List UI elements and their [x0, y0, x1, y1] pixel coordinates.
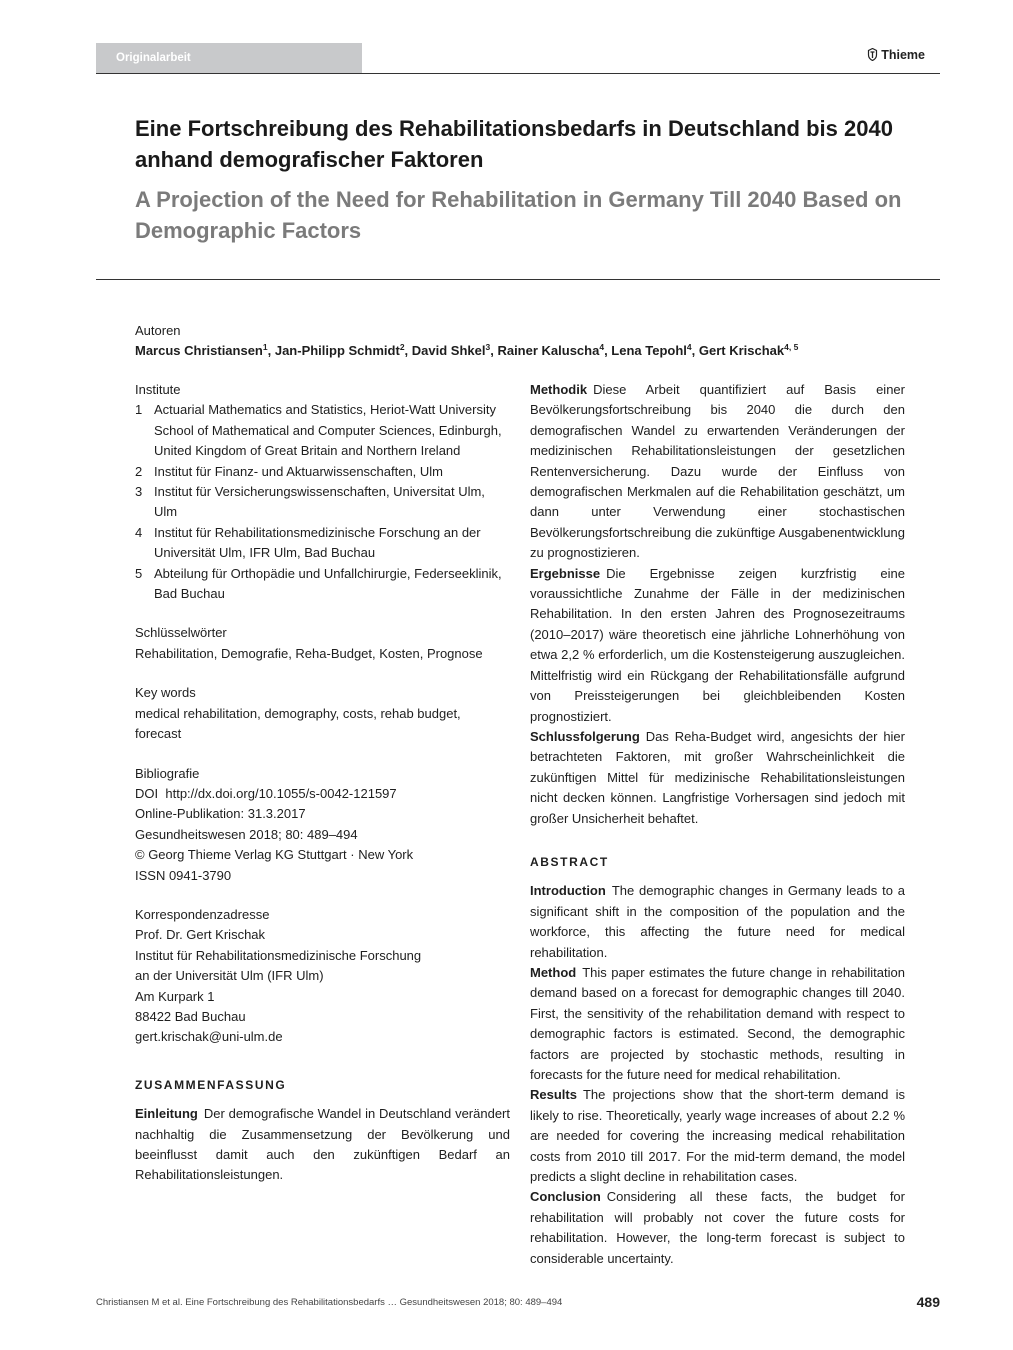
keywords-en-label: Key words [135, 685, 196, 701]
correspondence-label: Korrespondenzadresse [135, 906, 270, 922]
doi-link[interactable]: http://dx.doi.org/10.1055/s-0042-121597 [165, 785, 397, 801]
zusammenfassung-heading: ZUSAMMENFASSUNG [135, 1077, 287, 1092]
paragraph-label: Ergebnisse [530, 565, 601, 581]
bibliography-line: Gesundheitswesen 2018; 80: 489–494 [135, 826, 358, 842]
paragraph-text: The demographic changes in Germany leads to a significant shift in the composition of the population and the workforce, this affecting the future need for medical rehabilitation. [530, 883, 905, 960]
author-affiliation: 1 [262, 342, 268, 352]
section-tab: Originalarbeit [96, 43, 362, 74]
zusammenfassung-section [135, 1075, 510, 1186]
correspondence-line: 88422 Bad Buchau [135, 1008, 246, 1024]
right-column [530, 380, 905, 1269]
institute-number: 5 [135, 565, 143, 581]
paragraph-text: Das Reha-Budget wird, angesichts der hier betrachteten Faktoren, mit großer Wahrscheinlichkeit die zukünftigen Mittel für medizinische Rehabilitationsleistungen nicht decken können. Langfristige Vorhersagen sind jedoch mit großer Unsicherheit behaftet. [530, 728, 905, 826]
paragraph-text: Diese Arbeit quantifiziert auf Basis einer Bevölkerungsfortschreibung bis 2040 die durch den demografischen Wandel zu erwartenden Veränderungen der medizinischen Rehabilitationsleistungen der gesetzlichen Rentenversicherung. Dazu wurde der Einfluss von demografischen Merkmalen auf die Rehabilitation geschätzt, um dann unter Verwendung einer stochastischen Bevölkerungsfortschreibung die zukünftige Ausgabenentwicklung zu prognostizieren. [530, 382, 905, 561]
author-separator: , [691, 343, 699, 358]
author-name: David Shkel [411, 343, 486, 358]
institutes-label: Institute [135, 382, 181, 397]
author-separator: , [490, 343, 498, 358]
correspondence-email[interactable]: gert.krischak@uni-ulm.de [135, 1029, 283, 1045]
institute-number: 3 [135, 484, 143, 500]
bibliography-line: Online-Publikation: 31.3.2017 [135, 806, 306, 822]
keywords-de-section [135, 623, 510, 664]
institute-text: Institut für Rehabilitationsmedizinische Forschung an der Universität Ulm, IFR Ulm, Bad Buchau [154, 524, 481, 561]
institute-item [135, 400, 510, 461]
paragraph-schlussfolgerung [530, 727, 905, 829]
paragraph-ergebnisse [530, 564, 905, 727]
paragraph-text: Der demografische Wandel in Deutschland verändert nachhaltig die Zusammensetzung der Bevölkerung und beeinflusst damit auch den zukünftigen Bedarf an Rehabilitationsleistungen. [135, 1106, 510, 1183]
author-affiliation: 3 [485, 342, 491, 352]
institute-item [135, 462, 510, 482]
paragraph-text: Die Ergebnisse zeigen kurzfristig eine voraussichtliche Zunahme der Fälle in der medizinischen Rehabilitation. In den ersten Jahren des Prognosezeitraums (2010–2017) wäre theoretisch eine jährliche Lohnerhöhung von etwa 2,2 % erforderlich, um die Kostensteigerung auszugleichen. Mittelfristig wird ein Rückgang der Rehabilitationsfälle aufgrund von Preissteigerungen bei gleichbleibenden Kosten prognostiziert. [530, 565, 905, 724]
paragraph-label: Schlussfolgerung [530, 728, 640, 744]
keywords-en-section [135, 683, 510, 744]
page-number: 489 [916, 1294, 940, 1310]
paragraph-label: Method [530, 964, 577, 980]
institute-number: 1 [135, 402, 143, 418]
abstract-heading: ABSTRACT [530, 854, 609, 869]
publisher-name: Thieme [881, 48, 925, 62]
institute-text: Abteilung für Orthopädie und Unfallchirurgie, Federseeklinik, Bad Buchau [154, 565, 502, 602]
paragraph-conclusion [530, 1187, 905, 1269]
institute-item [135, 564, 510, 605]
footer-citation: Christiansen M et al. Eine Fortschreibung des Rehabilitationsbedarfs … Gesundheitswesen 2018; 80: 489–494 [96, 1297, 563, 1308]
institute-number: 2 [135, 463, 143, 479]
correspondence-line: Prof. Dr. Gert Krischak [135, 927, 266, 943]
paragraph-label: Introduction [530, 883, 606, 899]
institute-number: 4 [135, 524, 143, 540]
thieme-logo-icon [867, 48, 878, 61]
publisher-logo [867, 48, 925, 62]
author-separator: , [604, 343, 612, 358]
paragraph-text: This paper estimates the future change in rehabilitation demand based on a forecast for demographic changes till 2040. First, the sensitivity of the rehabilitation demand with respect to demographic factors is estimated. Second, the demographic factors are projected by stochastic methods, resulting in forecasts for the future need for medical rehabilitation. [530, 964, 905, 1082]
header-divider [96, 73, 940, 74]
author-affiliation: 4 [686, 342, 692, 352]
paragraph-label: Methodik [530, 382, 588, 397]
author-separator: , [404, 343, 412, 358]
bibliography-section [135, 764, 510, 886]
doi-label: DOI [135, 785, 159, 801]
left-column [135, 380, 510, 1186]
keywords-de-label: Schlüsselwörter [135, 625, 227, 641]
keywords-en-text: medical rehabilitation, demography, costs, rehab budget, forecast [135, 705, 461, 742]
institute-list [135, 400, 510, 604]
correspondence-section [135, 905, 510, 1048]
institute-text: Actuarial Mathematics and Statistics, Heriot-Watt University School of Mathematical and Computer Sciences, Edinburgh, United Kingdom of Great Britain and Northern Ireland [154, 402, 502, 459]
author-name: Marcus Christiansen [135, 343, 263, 358]
title-german: Eine Fortschreibung des Rehabilitationsbedarfs in Deutschland bis 2040 anhand demografischer Faktoren [135, 116, 893, 172]
author-affiliation: 4, 5 [784, 342, 799, 352]
paragraph-method [530, 963, 905, 1085]
paragraph-introduction [530, 881, 905, 963]
bibliography-label: Bibliografie [135, 765, 200, 781]
author-list [135, 341, 895, 361]
institute-text: Institut für Finanz- und Aktuarwissenschaften, Ulm [154, 463, 444, 479]
author-affiliation: 2 [399, 342, 405, 352]
paragraph-text: The projections show that the short-term demand is likely to rise. Theoretically, yearly wage increases of about 2.2 % are needed for covering the increasing medical rehabilitation costs from 2010 till 2017. For the mid-term demand, the model predicts a slight decline in rehabilitation cases. [530, 1087, 905, 1185]
institutes-section [135, 380, 510, 604]
author-name: Gert Krischak [698, 343, 785, 358]
institute-item [135, 523, 510, 564]
institute-text: Institut für Versicherungswissenschaften, Universitat Ulm, Ulm [154, 484, 485, 520]
paragraph-einleitung [135, 1104, 510, 1186]
paragraph-label: Einleitung [135, 1106, 198, 1122]
correspondence-lines [135, 925, 510, 1047]
keywords-de-text: Rehabilitation, Demografie, Reha-Budget, Kosten, Prognose [135, 645, 483, 661]
paragraph-label: Conclusion [530, 1189, 601, 1205]
paragraph-methodik [530, 380, 905, 564]
author-name: Jan-Philipp Schmidt [274, 343, 400, 358]
bibliography-line: ISSN 0941-3790 [135, 867, 232, 883]
paragraph-results [530, 1085, 905, 1187]
author-name: Rainer Kaluscha [497, 343, 600, 358]
paragraph-text: Considering all these facts, the budget for rehabilitation will probably not cover the future costs for rehabilitation. However, the long-term forecast is subject to considerable uncertainty. [530, 1189, 905, 1266]
doi-line [135, 784, 510, 804]
title-english: A Projection of the Need for Rehabilitation in Germany Till 2040 Based on Demographic Factors [135, 187, 902, 243]
institute-item [135, 482, 510, 523]
paragraph-label: Results [530, 1087, 577, 1103]
correspondence-line: an der Universität Ulm (IFR Ulm) [135, 968, 324, 984]
author-separator: , [267, 343, 275, 358]
correspondence-line: Institut für Rehabilitationsmedizinische Forschung [135, 947, 422, 963]
author-name: Lena Tepohl [611, 343, 687, 358]
author-affiliation: 4 [599, 342, 605, 352]
title-divider [96, 279, 940, 280]
bibliography-lines [135, 804, 510, 886]
bibliography-line: © Georg Thieme Verlag KG Stuttgart · New York [135, 847, 414, 863]
correspondence-line: Am Kurpark 1 [135, 988, 215, 1004]
authors-label: Autoren [135, 323, 181, 338]
